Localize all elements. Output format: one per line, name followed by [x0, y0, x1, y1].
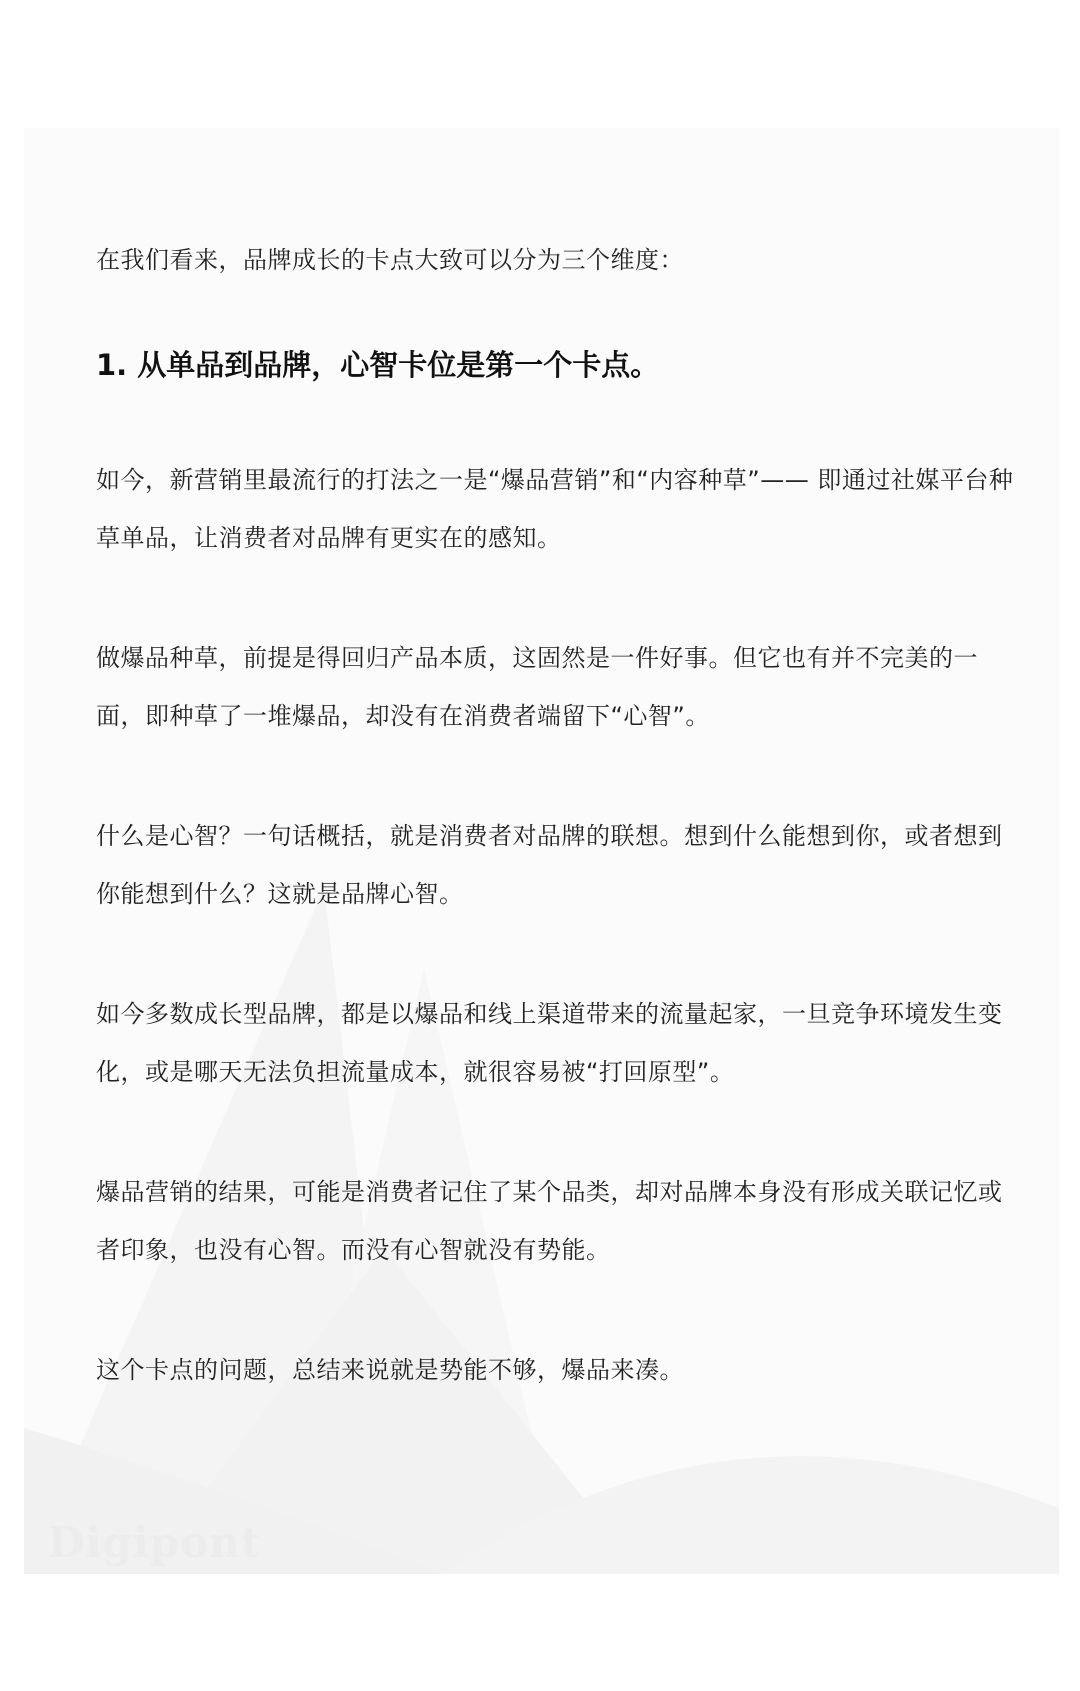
- article-card: [24, 128, 1059, 1574]
- intro-text: 在我们看来，品牌成长的卡点大致可以分为三个维度：: [96, 246, 684, 274]
- paragraph-5: 爆品营销的结果，可能是消费者记住了某个品类，却对品牌本身没有形成关联记忆或者印象，也没有心智。而没有心智就没有势能。: [96, 1178, 1003, 1264]
- watermark-logo: Digipont: [48, 1518, 262, 1567]
- paragraph-1: 如今，新营销里最流行的打法之一是“爆品营销”和“内容种草”—— 即通过社媒平台种草单品，让消费者对品牌有更实在的感知。: [96, 466, 1014, 552]
- paragraph-2: 做爆品种草，前提是得回归产品本质，这固然是一件好事。但它也有并不完美的一面，即种草了一堆爆品，却没有在消费者端留下“心智”。: [96, 644, 978, 730]
- section-heading: 1. 从单品到品牌，心智卡位是第一个卡点。: [96, 348, 660, 382]
- paragraph-4: 如今多数成长型品牌，都是以爆品和线上渠道带来的流量起家，一旦竞争环境发生变化，或是哪天无法负担流量成本，就很容易被“打回原型”。: [96, 1000, 1003, 1086]
- article-body: [96, 240, 1021, 1461]
- paragraph-6: 这个卡点的问题，总结来说就是势能不够，爆品来凑。: [96, 1356, 684, 1384]
- paragraph-3: 什么是心智？一句话概括，就是消费者对品牌的联想。想到什么能想到你，或者想到你能想到什么？这就是品牌心智。: [96, 822, 1003, 908]
